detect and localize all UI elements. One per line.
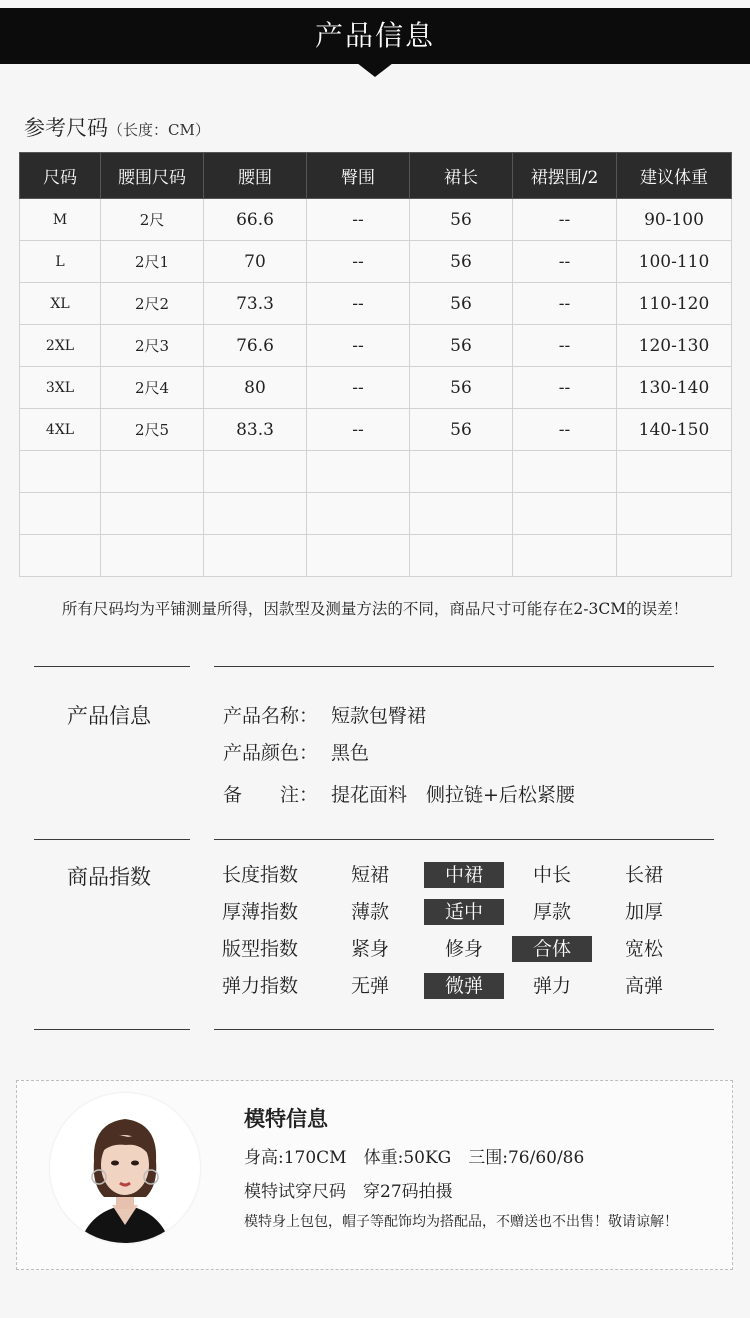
size-table-header-row: [20, 153, 732, 199]
divider: [34, 839, 190, 840]
model-accessory-note: 模特身上包包，帽子等配饰均为搭配品，不赠送也不出售！敬请谅解！: [244, 1214, 678, 1230]
column-header: 臀围: [307, 153, 410, 199]
table-cell: --: [307, 199, 410, 241]
divider: [214, 839, 714, 840]
table-cell: 2尺4: [101, 367, 204, 409]
table-cell: 83.3: [204, 409, 307, 451]
table-row: [20, 535, 732, 577]
index-option: 弹力: [532, 975, 571, 997]
table-cell: 66.6: [204, 199, 307, 241]
model-portrait-icon: [50, 1093, 200, 1243]
product-name-key: 产品名称：: [223, 705, 319, 727]
table-cell: 130-140: [617, 367, 732, 409]
index-option: 无弹: [350, 975, 389, 997]
table-cell: M: [20, 199, 101, 241]
index-option-selected: 适中: [424, 899, 504, 925]
index-name: 弹力指数: [222, 975, 299, 997]
table-cell: 73.3: [204, 283, 307, 325]
column-header: 腰围尺码: [101, 153, 204, 199]
size-table: [19, 152, 732, 577]
table-cell: 90-100: [617, 199, 732, 241]
index-option-selected: 微弹: [424, 973, 504, 999]
table-cell: [617, 451, 732, 493]
table-cell: 56: [410, 283, 513, 325]
table-row: [20, 283, 732, 325]
table-cell: [410, 451, 513, 493]
table-cell: [307, 451, 410, 493]
index-option: 加厚: [624, 901, 663, 923]
index-option: 中长: [532, 864, 571, 886]
table-cell: 70: [204, 241, 307, 283]
table-cell: --: [307, 325, 410, 367]
table-cell: [307, 535, 410, 577]
table-cell: 76.6: [204, 325, 307, 367]
table-cell: 2尺5: [101, 409, 204, 451]
table-cell: --: [307, 283, 410, 325]
divider: [34, 1029, 190, 1030]
table-cell: 80: [204, 367, 307, 409]
table-cell: --: [307, 367, 410, 409]
table-cell: 56: [410, 409, 513, 451]
table-cell: [101, 493, 204, 535]
index-option: 短裙: [350, 864, 389, 886]
table-cell: --: [513, 325, 617, 367]
table-cell: [410, 493, 513, 535]
column-header: 建议体重: [617, 153, 732, 199]
index-name: 版型指数: [222, 938, 299, 960]
table-cell: [204, 535, 307, 577]
table-cell: [617, 493, 732, 535]
table-cell: --: [513, 283, 617, 325]
header-banner: [0, 8, 750, 64]
table-cell: [307, 493, 410, 535]
table-cell: [513, 451, 617, 493]
table-cell: 2尺: [101, 199, 204, 241]
product-remark-key: 备 注：: [223, 784, 319, 806]
table-cell: 110-120: [617, 283, 732, 325]
table-cell: 56: [410, 325, 513, 367]
table-cell: --: [513, 199, 617, 241]
size-section-title: [24, 112, 210, 142]
table-cell: --: [513, 409, 617, 451]
index-option: 修身: [444, 938, 483, 960]
column-header: 尺码: [20, 153, 101, 199]
index-row: [222, 862, 702, 890]
index-name: 厚薄指数: [222, 901, 299, 923]
column-header: 腰围: [204, 153, 307, 199]
index-row: [222, 899, 702, 927]
table-cell: --: [307, 409, 410, 451]
index-option: 厚款: [532, 901, 571, 923]
table-cell: [101, 451, 204, 493]
index-row: [222, 973, 702, 1001]
product-color-value: 黑色: [331, 742, 370, 764]
product-color-line: [223, 738, 369, 765]
model-avatar: [50, 1093, 200, 1243]
index-option: 高弹: [624, 975, 663, 997]
table-row: [20, 325, 732, 367]
model-info-title: 模特信息: [244, 1106, 328, 1131]
size-section-heading: 参考尺码: [24, 116, 108, 140]
table-cell: XL: [20, 283, 101, 325]
index-option: 薄款: [350, 901, 389, 923]
table-cell: [513, 493, 617, 535]
index-option-selected: 合体: [512, 936, 592, 962]
product-name-line: [223, 701, 426, 728]
table-row: [20, 493, 732, 535]
table-cell: [20, 535, 101, 577]
table-cell: 120-130: [617, 325, 732, 367]
table-row: [20, 241, 732, 283]
table-cell: [204, 493, 307, 535]
table-cell: 56: [410, 199, 513, 241]
header-title: 产品信息: [314, 19, 435, 52]
model-measurements: 身高:170CM 体重:50KG 三围:76/60/86: [244, 1148, 585, 1168]
table-cell: 4XL: [20, 409, 101, 451]
table-cell: [617, 535, 732, 577]
table-cell: 2尺3: [101, 325, 204, 367]
product-remark-line: [223, 780, 575, 807]
table-cell: --: [513, 367, 617, 409]
size-section-unit: （长度：CM）: [108, 121, 210, 139]
table-row: [20, 367, 732, 409]
table-cell: [20, 451, 101, 493]
index-row: [222, 936, 702, 964]
table-cell: [101, 535, 204, 577]
table-cell: 2XL: [20, 325, 101, 367]
product-info-label: 产品信息: [67, 704, 151, 728]
index-option: 长裙: [624, 864, 663, 886]
table-cell: 100-110: [617, 241, 732, 283]
model-fitting-size: 模特试穿尺码 穿27码拍摄: [244, 1182, 453, 1202]
index-option-selected: 中裙: [424, 862, 504, 888]
product-color-key: 产品颜色：: [223, 742, 319, 764]
table-cell: 140-150: [617, 409, 732, 451]
table-cell: [513, 535, 617, 577]
table-row: [20, 199, 732, 241]
table-row: [20, 409, 732, 451]
table-cell: 2尺1: [101, 241, 204, 283]
index-option: 紧身: [350, 938, 389, 960]
index-option: 宽松: [624, 938, 663, 960]
table-cell: 56: [410, 241, 513, 283]
table-cell: L: [20, 241, 101, 283]
table-cell: --: [307, 241, 410, 283]
table-cell: [204, 451, 307, 493]
table-cell: [20, 493, 101, 535]
header-arrow-icon: [357, 63, 393, 77]
column-header: 裙长: [410, 153, 513, 199]
divider: [34, 666, 190, 667]
product-remark-value: 提花面料 侧拉链+后松紧腰: [331, 784, 575, 806]
product-name-value: 短款包臀裙: [331, 705, 427, 727]
column-header: 裙摆围/2: [513, 153, 617, 199]
table-row: [20, 451, 732, 493]
table-cell: 56: [410, 367, 513, 409]
divider: [214, 666, 714, 667]
measure-note: 所有尺码均为平铺测量所得，因款型及测量方法的不同，商品尺寸可能存在2-3CM的误差！: [61, 600, 689, 618]
table-cell: [410, 535, 513, 577]
table-cell: 3XL: [20, 367, 101, 409]
divider: [214, 1029, 714, 1030]
table-cell: 2尺2: [101, 283, 204, 325]
product-index-label: 商品指数: [67, 865, 151, 889]
table-cell: --: [513, 241, 617, 283]
index-name: 长度指数: [222, 864, 299, 886]
